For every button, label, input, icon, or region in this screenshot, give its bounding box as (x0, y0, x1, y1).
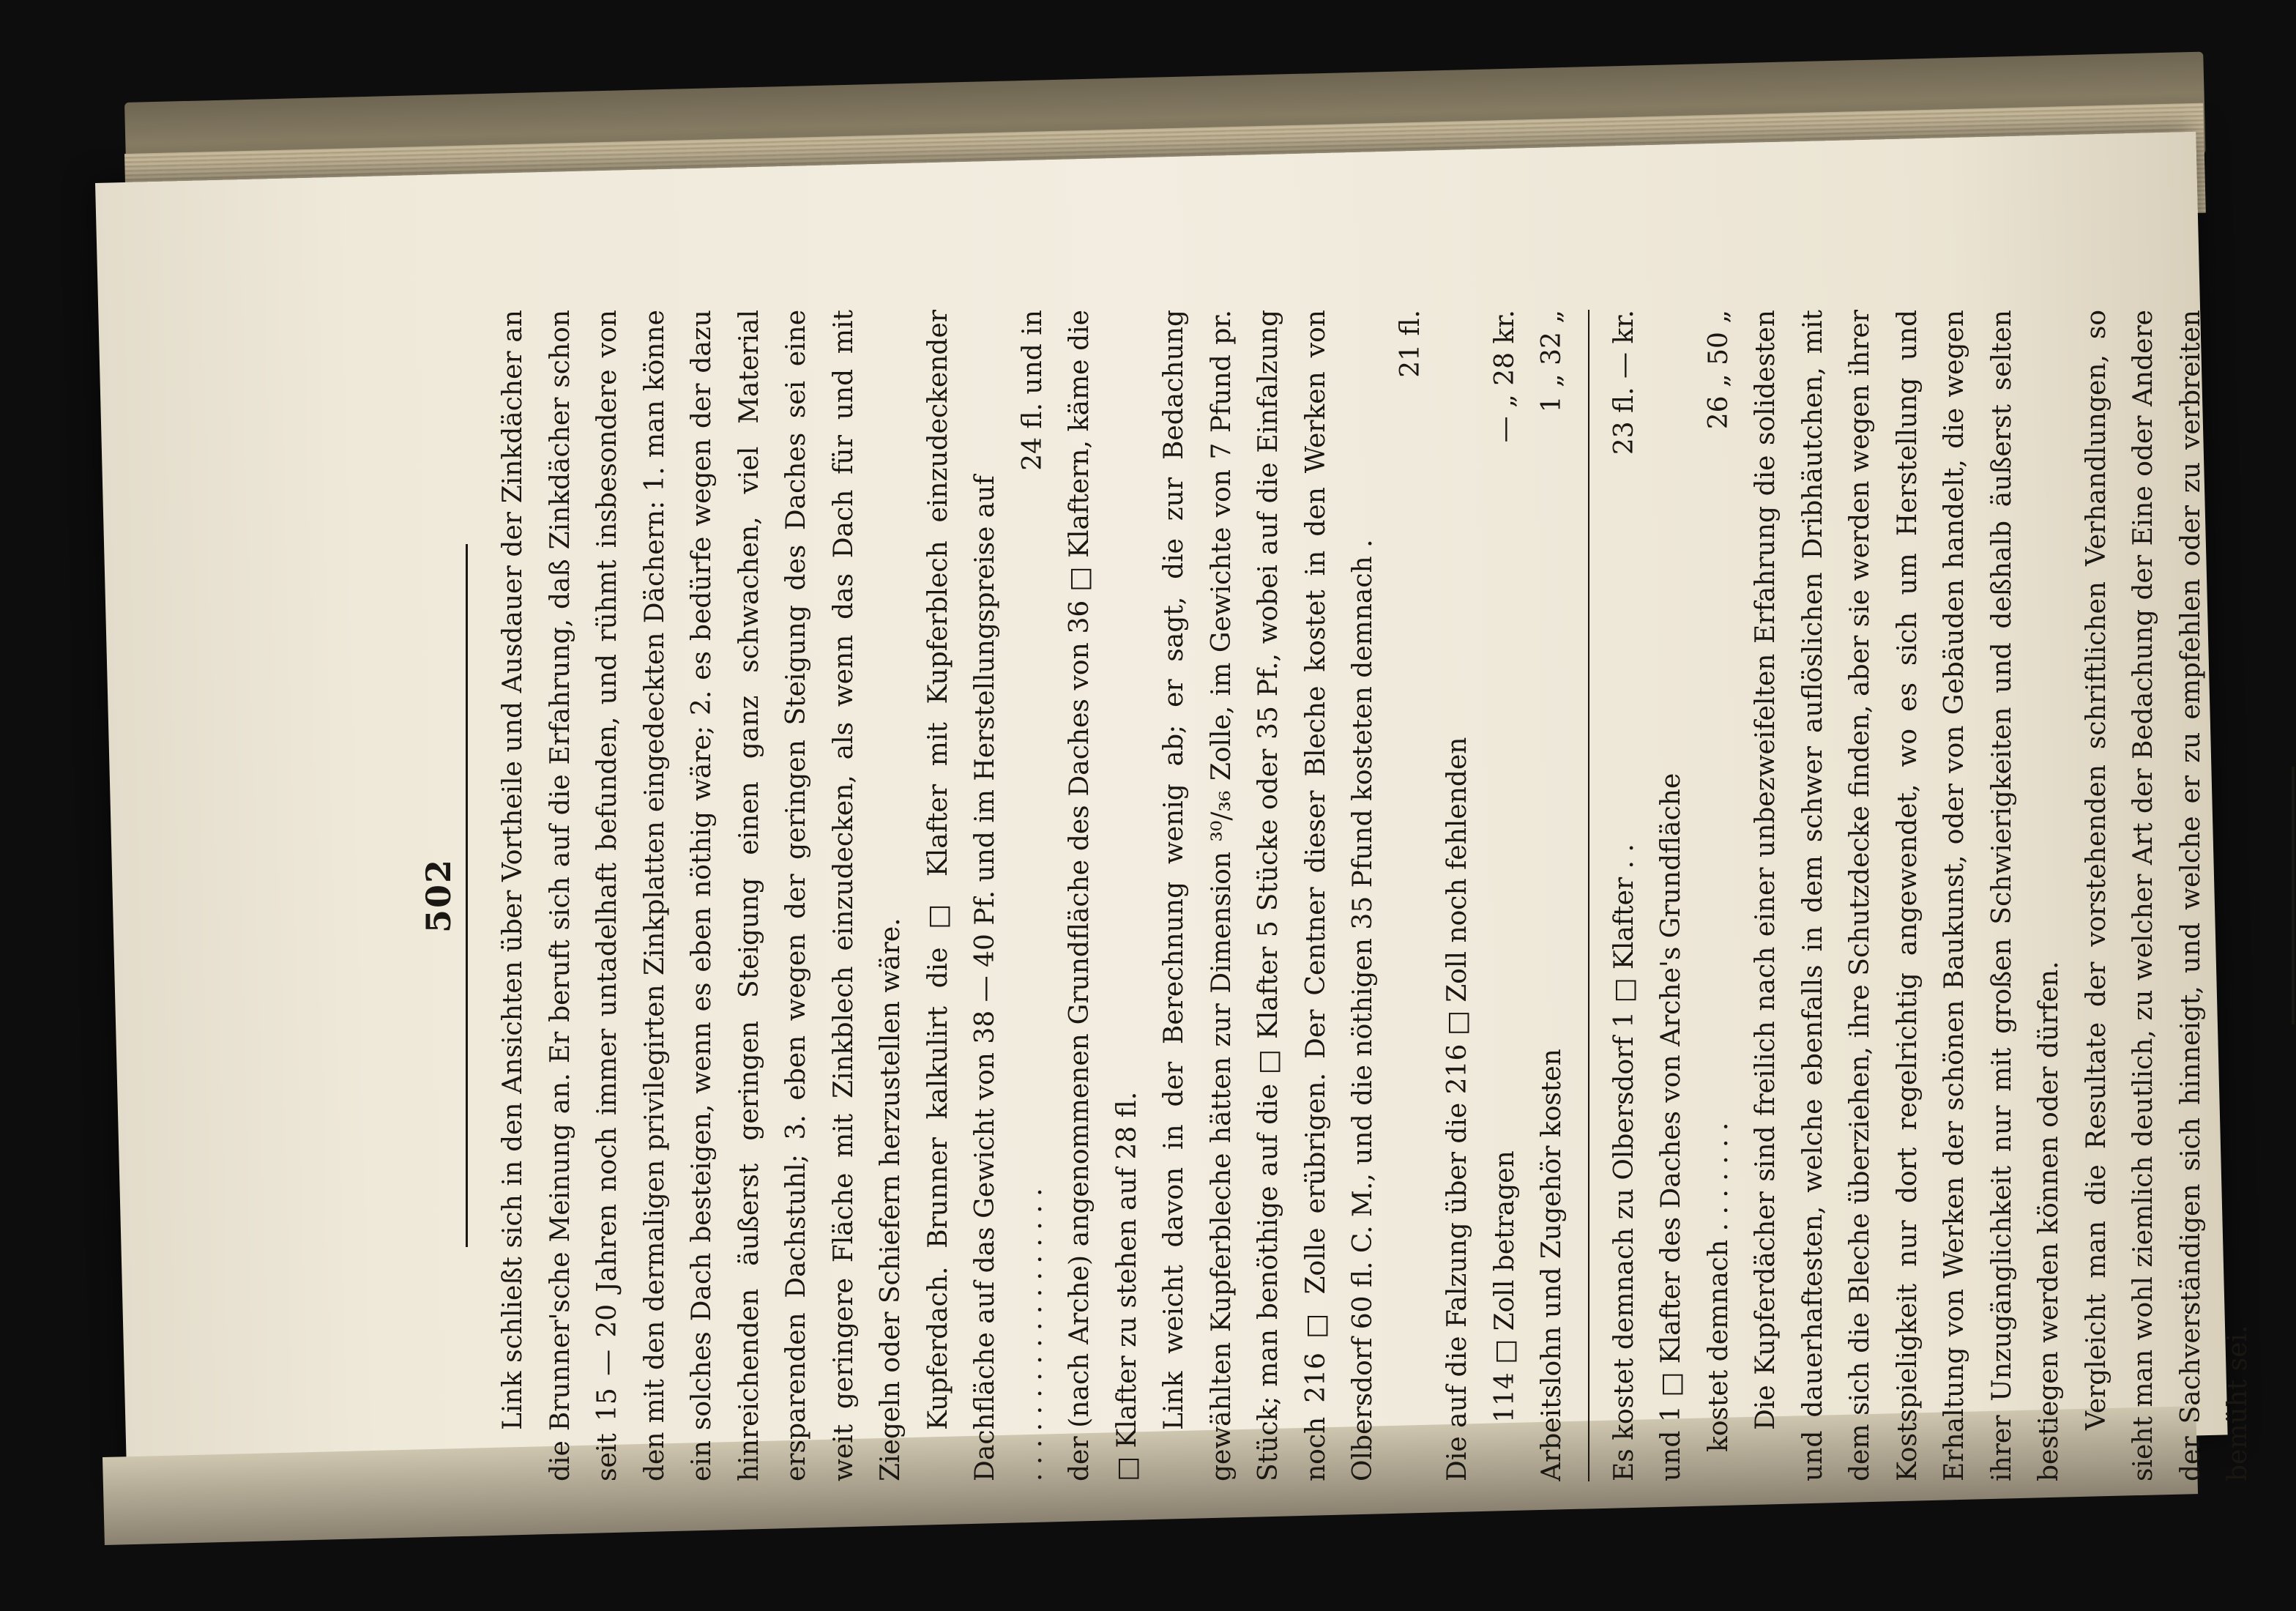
dot-leader: . . . . . . . . . . . . . . . . . . (1017, 1188, 1048, 1481)
paragraph-kupferdaecher: Die Kupferdächer sind freilich nach einer unbezweifelten Erfahrung die solidesten und dauerhaftesten, welche ebenfalls in dem schwer auflöslichen Dribhäutchen, mit dem sich die Bleche überziehen, ihre Schutzdecke finden, aber sie werden wegen ihrer Kostspieligkeit nur dort regelrichtig angewendet, wo es sich um Herstellung und Erhaltung von Werken der schönen Baukunst, oder von Gebäuden handelt, die wegen ihrer Unzugänglichkeit nur mit großen Schwierigkeiten und deßhalb äußerst selten bestiegen werden können oder dürfen. (1751, 310, 2064, 1481)
blech-cost-value: 21 fl. (1395, 310, 1425, 378)
cost-row-arbeitslohn-value: 1 „ 32 „ (1537, 310, 1567, 413)
cost-row-total-label: kostet demnach . . . . . . . (1703, 1122, 1734, 1452)
paragraph-link-calculation: Link weicht davon in der Berechnung wenig ab; er sagt, die zur Bedachung gewählten Kupferbleche hätten zur Dimension ³⁰/₃₆ Zolle, im Gewichte von 7 Pfund pr. Stück; man benöthige auf die □ Klafter 5 Stücke oder 35 Pf., wobei auf die Einfalzung noch 216 □ Zolle erübrigen. Der Centner dieser Bleche kostet in den Werken von Olbersdorf 60 fl. C. M., und die nöthigen 35 Pfund kosteten demnach . (1159, 310, 1378, 1481)
cost-row-arche-label: und 1 □ Klafter des Daches von Arche's Grundfläche (1656, 773, 1686, 1481)
header-rule (466, 544, 468, 1247)
cost-row-arche (1648, 310, 1696, 1481)
paragraph-link-zinc: Link schließt sich in den Ansichten über Vortheile und Ausdauer der Zinkdächer an die Brunner'sche Meinung an. Er beruft sich auf die Erfahrung, daß Zinkdächer schon seit 15 — 20 Jahren noch immer untadelhaft befunden, und rühmt insbesondere von den mit den dermaligen privilegirten Zinkplatten eingedeckten Dächern: 1. man könne ein solches Dach besteigen, wenn es eben nöthig wäre; 2. es bedürfe wegen der dazu hinreichenden äußerst geringen Steigung einen ganz schwachen, viel Material ersparenden Dachstuhl; 3. eben wegen der geringen Steigung des Daches sei eine weit geringere Fläche mit Zinkblech einzudecken, als wenn das Dach für und mit Ziegeln oder Schiefern herzustellen wäre. (498, 310, 906, 1481)
paragraph-kupferdach-text: Kupferdach. Brunner kalkulirt die □ Klafter mit Kupferblech einzudeckender Dachfläche auf das Gewicht von 38 — 40 Pf. und im Herstellungspreise auf (922, 310, 1000, 1481)
sum-rule (1588, 310, 1589, 1481)
blech-cost-row (1387, 310, 1435, 1481)
cost-row-olbersdorf-value: 23 fl. — kr. (1609, 310, 1639, 455)
cost-row-zoll (1482, 310, 1529, 1481)
page-number: 502 (419, 857, 458, 934)
cost-row-zoll-value: — „ 28 kr. (1489, 310, 1520, 443)
cost-row-olbersdorf (1601, 310, 1649, 1481)
printed-text-block (401, 310, 2253, 1481)
cost-row-arbeitslohn (1529, 310, 1576, 1481)
kupferdach-price-value: 24 fl. und in (1017, 310, 1048, 471)
cost-row-olbersdorf-label: Es kostet demnach zu Olbersdorf 1 □ Klafter . . (1609, 844, 1639, 1481)
paragraph-grundflaeche: der (nach Arche) angenommenen Grundfläche des Daches von 36 □ Klaftern, käme die □ Klafter zu stehen auf 28 fl. (1065, 310, 1142, 1481)
paragraph-vergleich: Vergleicht man die Resultate der vorstehenden schriftlichen Verhandlungen, so sieht man wohl ziemlich deutlich, zu welcher Art der Bedachung der Eine oder Andere der Sachverständigen sich hinneigt, und welche er zu empfehlen oder zu verbreiten bemüht sei. (2081, 310, 2253, 1481)
end-rule (2292, 767, 2295, 1024)
kupferdach-price-row (1010, 310, 1057, 1481)
paragraph-kupferdach (915, 310, 1010, 1481)
cost-row-total-value: 26 „ 50 „ (1703, 310, 1734, 430)
paragraph-falzung: Die auf die Falzung über die 216 □ Zoll noch fehlenden (1442, 737, 1472, 1481)
cost-row-zoll-label: 114 □ Zoll betragen (1489, 1150, 1520, 1423)
cost-row-total (1696, 310, 1743, 1481)
cost-row-arbeitslohn-label: Arbeitslohn und Zugehör kosten (1537, 1049, 1567, 1481)
